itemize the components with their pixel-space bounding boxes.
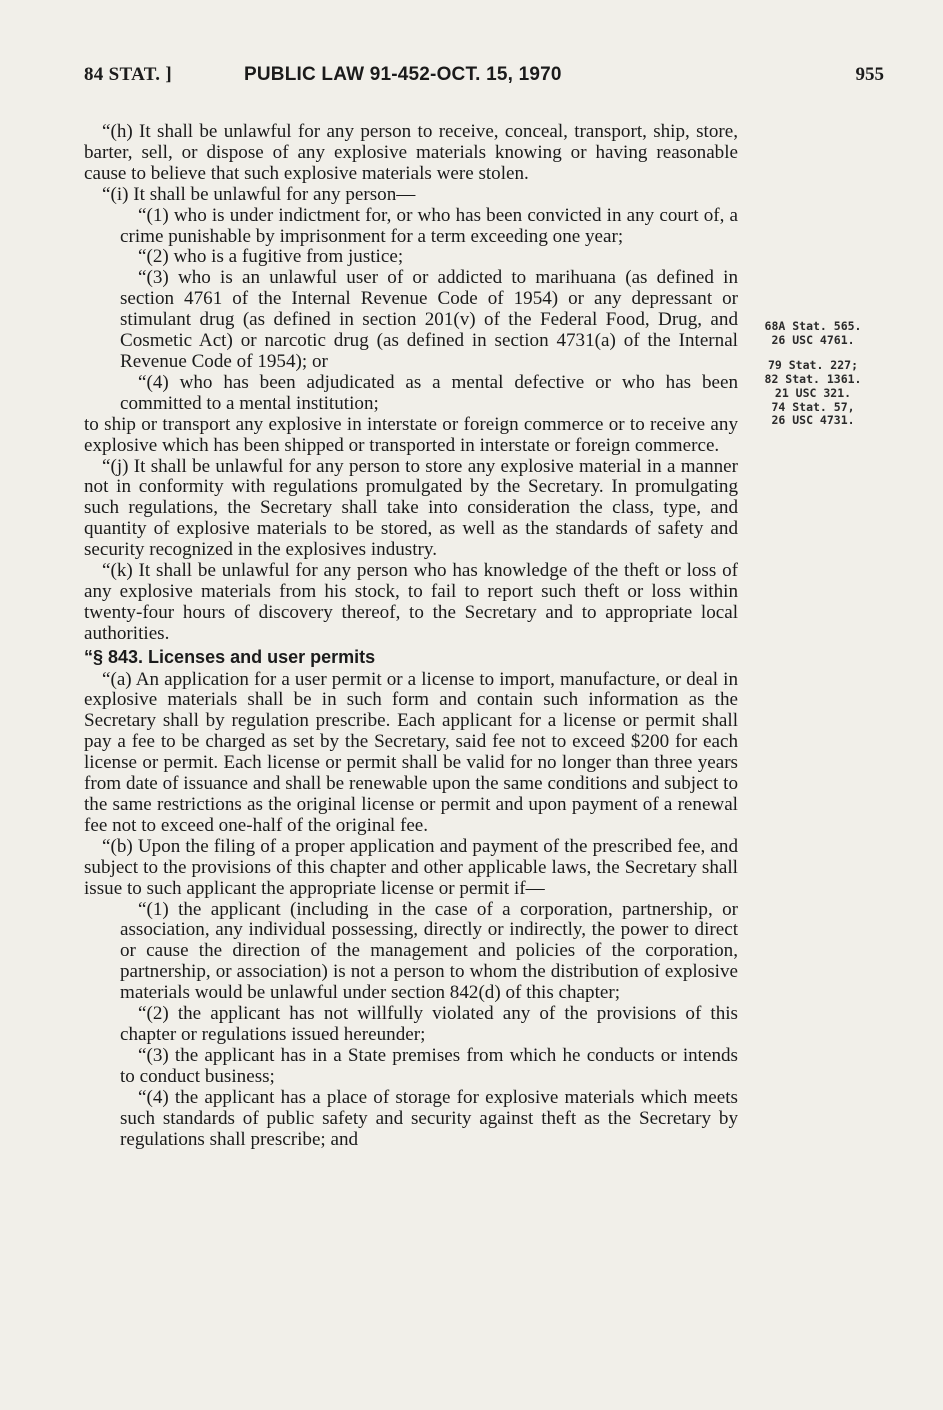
paragraph: “(4) the applicant has a place of storage for explosive materials which meets such standards of public safety and security against theft as the Secretary by regulations shall prescribe; and	[120, 1086, 738, 1150]
margin-notes	[748, 320, 878, 440]
paragraph: “(1) who is under indictment for, or who has been convicted in any court of, a crime punishable by imprisonment for a term exceeding one year;	[120, 204, 738, 247]
page-number: 955	[855, 64, 884, 85]
paragraph: “(3) who is an unlawful user of or addicted to marihuana (as defined in section 4761 of the Internal Revenue Code of 1954) or any depressant or stimulant drug (as defined in section 201(v) of the Federal Food, Drug, and Cosmetic Act) or narcotic drug (as defined in section 4731(a) of the Internal Revenue Code of 1954); or	[120, 267, 738, 372]
paragraph: “(a) An application for a user permit or a license to import, manufacture, or deal in explosive materials shall be in such form and contain such information as the Secretary shall by regulation prescribe. Each applicant for a license or permit shall pay a fee to be charged as set by the Secretary, said fee not to exceed $200 for each license or permit. Each license or permit shall be valid for no longer than three years from date of issuance and shall be renewable upon the same conditions and subject to the same restrictions as the original license or permit and upon payment of a renewal fee not to exceed one-half of the original fee.	[84, 668, 738, 836]
paragraph: “(2) the applicant has not willfully violated any of the provisions of this chapter or regulations issued hereunder;	[120, 1003, 738, 1045]
paragraph: to ship or transport any explosive in interstate or foreign commerce or to receive any explosive which has been shipped or transported in interstate or foreign commerce.	[84, 413, 738, 456]
paragraph: “(k) It shall be unlawful for any person who has knowledge of the theft or loss of any explosive materials from his stock, to fail to report such theft or loss within twenty-four hours of discovery thereof, to the Secretary and to appropriate local authorities.	[84, 560, 738, 644]
paragraph: “(2) who is a fugitive from justice;	[138, 246, 404, 268]
paragraph: “(i) It shall be unlawful for any person—	[102, 183, 416, 205]
body-text	[84, 122, 738, 1150]
paragraph: “(b) Upon the filing of a proper application and payment of the prescribed fee, and subject to the provisions of this chapter and other applicable laws, the Secretary shall issue to such applicant the appropriate license or permit if—	[84, 835, 738, 899]
paragraph: “(h) It shall be unlawful for any person to receive, conceal, transport, ship, store, barter, sell, or dispose of any explosive materials knowing or having reasonable cause to believe that such explosive materials were stolen.	[84, 121, 738, 184]
margin-citation: 79 Stat. 227; 82 Stat. 1361. 21 USC 321. 74 Stat. 57, 26 USC 4731.	[764, 358, 862, 428]
paragraph: “(1) the applicant (including in the case of a corporation, partnership, or association, any individual possessing, directly or indirectly, the power to direct or cause the direction of the management and policies of the corporation, partnership, or association) is not a person to whom the distribution of explosive materials would be unlawful under section 842(d) of this chapter;	[120, 898, 738, 1004]
section-heading: “§ 843. Licenses and user permits	[84, 646, 376, 667]
paragraph: “(j) It shall be unlawful for any person to store any explosive material in a manner not in conformity with regulations promulgated by the Secretary. In promulgating such regulations, the Secretary shall take into consideration the class, type, and quantity of explosive materials to be stored, as well as the standards of safety and security recognized in the explosives industry.	[84, 455, 738, 561]
margin-citation: 68A Stat. 565. 26 USC 4761.	[764, 319, 862, 347]
page-header	[84, 64, 884, 96]
statute-volume: 84 STAT. ]	[84, 64, 172, 85]
paragraph: “(3) the applicant has in a State premises from which he conducts or intends to conduct business;	[120, 1044, 738, 1087]
running-title: PUBLIC LAW 91-452-OCT. 15, 1970	[244, 64, 562, 85]
paragraph: “(4) who has been adjudicated as a mental defective or who has been committed to a mental institution;	[120, 371, 738, 414]
